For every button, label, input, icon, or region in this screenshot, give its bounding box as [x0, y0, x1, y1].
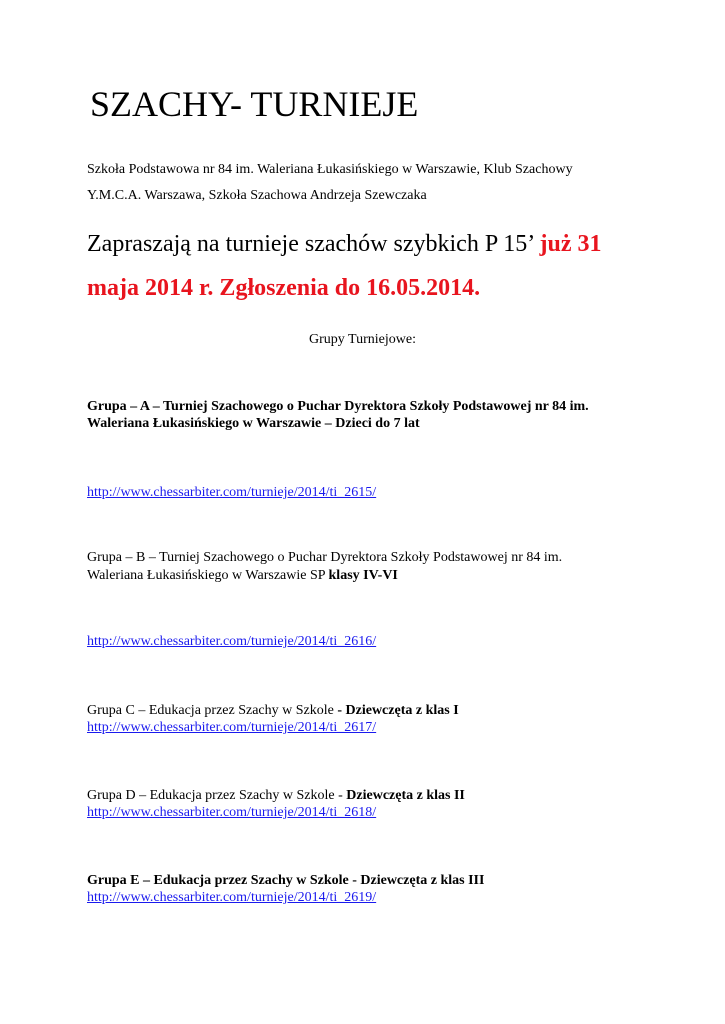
group-c-text [87, 702, 459, 720]
invitation-date-start: już 31 [539, 231, 602, 257]
group-a-line-2: Waleriana Łukasińskiego w Warszawie – Dzieci do 7 lat [87, 416, 420, 431]
group-e-link[interactable]: http://www.chessarbiter.com/turnieje/2014/ti_2619/ [87, 890, 377, 905]
group-a-line-1: Grupa – A – Turniej Szachowego o Puchar Dyrektora Szkoły Podstawowej nr 84 im. [87, 399, 589, 414]
group-b-text: Waleriana Łukasińskiego w Warszawie SP [87, 568, 329, 583]
group-b-line-1: Grupa – B – Turniej Szachowego o Puchar Dyrektora Szkoły Podstawowej nr 84 im. [87, 550, 563, 565]
group-b-classes: klasy IV-VI [328, 568, 398, 583]
invitation-text: Zapraszają na turnieje szachów szybkich P 15’ [87, 231, 540, 257]
groups-heading: Grupy Turniejowe: [309, 332, 416, 347]
group-d-text [87, 787, 465, 805]
group-e-text: Grupa E – Edukacja przez Szachy w Szkole - Dziewczęta z klas III [87, 873, 485, 888]
invitation-line-2: maja 2014 r. Zgłoszenia do 16.05.2014. [87, 275, 481, 301]
organizers-line-2: Y.M.C.A. Warszawa, Szkoła Szachowa Andrzeja Szewczaka [87, 188, 427, 203]
group-d-link[interactable]: http://www.chessarbiter.com/turnieje/2014/ti_2618/ [87, 805, 377, 820]
organizers-line-1: Szkoła Podstawowa nr 84 im. Waleriana Łukasińskiego w Warszawie, Klub Szachowy [87, 162, 573, 177]
group-a-link[interactable]: http://www.chessarbiter.com/turnieje/2014/ti_2615/ [87, 485, 377, 500]
group-c-classes: - Dziewczęta z klas I [337, 703, 459, 718]
group-c-link[interactable]: http://www.chessarbiter.com/turnieje/2014/ti_2617/ [87, 720, 377, 735]
group-d-title: Grupa D – Edukacja przez Szachy w Szkole - [87, 788, 347, 803]
page-title: SZACHY- TURNIEJE [90, 84, 419, 124]
group-b-line-2 [87, 567, 398, 585]
group-c-title: Grupa C – Edukacja przez Szachy w Szkole [87, 703, 338, 718]
group-d-classes: Dziewczęta z klas II [346, 788, 465, 803]
invitation-line-1 [87, 228, 601, 260]
group-b-link[interactable]: http://www.chessarbiter.com/turnieje/2014/ti_2616/ [87, 634, 377, 649]
